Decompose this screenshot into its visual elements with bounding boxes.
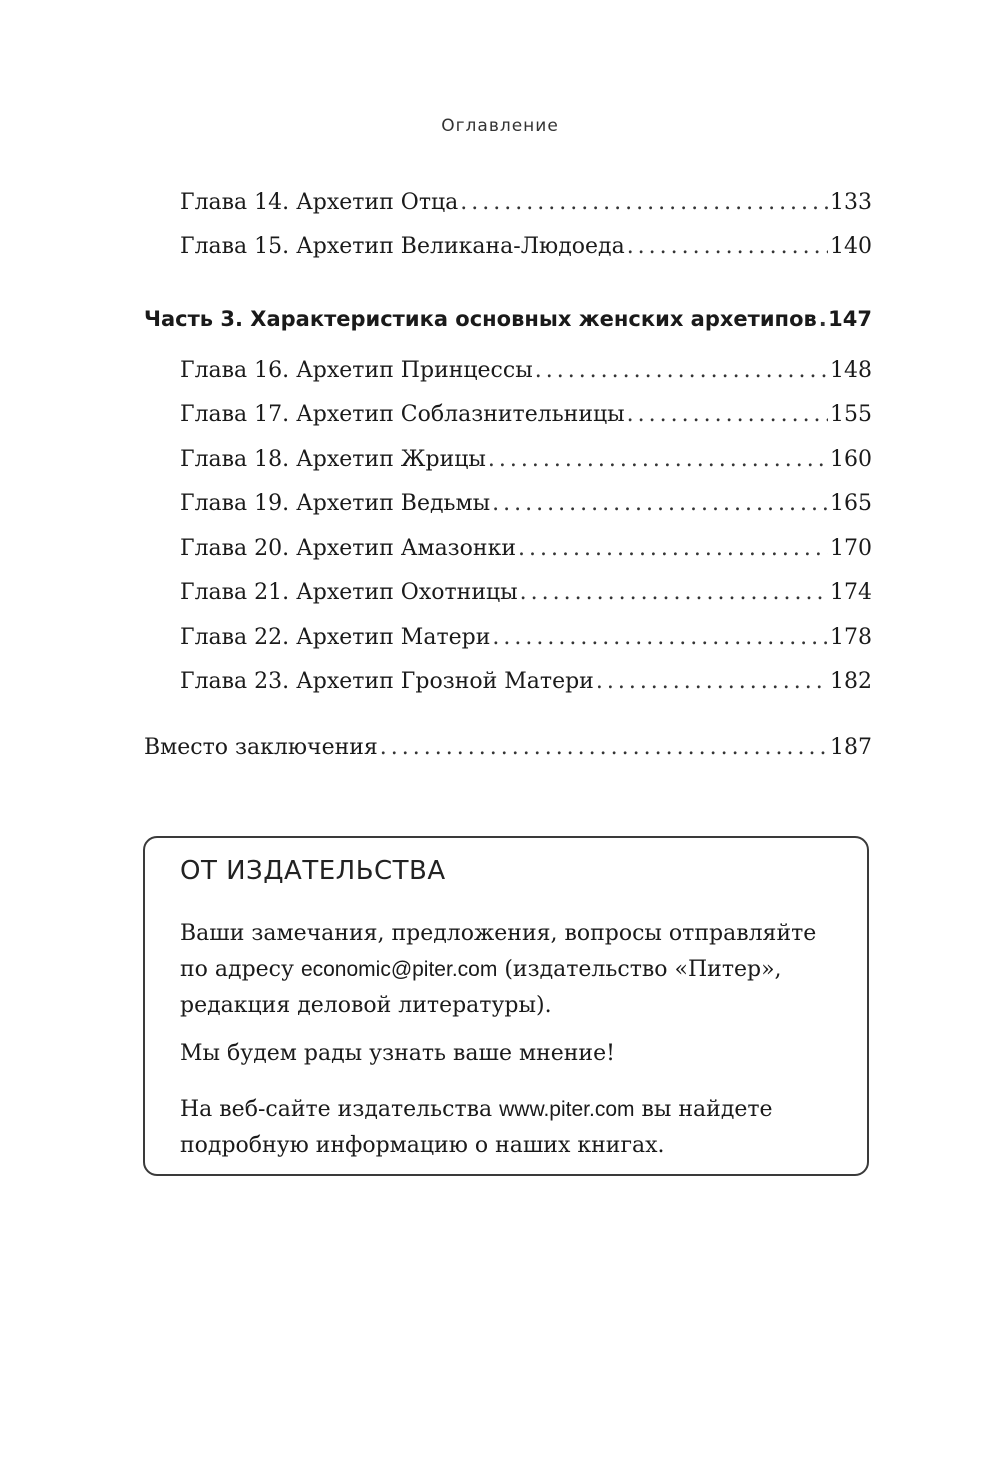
dot-leader [627, 402, 828, 427]
toc-entry-chapter-14[interactable] [180, 190, 872, 215]
toc-entry-page: 147 [828, 307, 872, 331]
toc-entry-chapter-22[interactable] [180, 625, 872, 650]
toc-entry-page: 155 [830, 402, 872, 427]
paragraph-text: вы найдете подробную информацию о наших книгах. [180, 1097, 773, 1158]
dot-leader [492, 625, 828, 650]
toc-entry-page: 174 [830, 580, 872, 605]
toc-entry-chapter-21[interactable] [180, 580, 872, 605]
publisher-website-link[interactable]: www.piter.com [499, 1098, 635, 1121]
toc-entry-chapter-19[interactable] [180, 491, 872, 516]
toc-entry-chapter-16[interactable] [180, 358, 872, 383]
dot-leader [380, 735, 828, 760]
toc-entry-page: 133 [830, 190, 872, 215]
paragraph-text: Ваши замечания, предложения, вопросы отправляйте по адресу [180, 921, 817, 982]
toc-entry-conclusion[interactable] [144, 735, 872, 760]
toc-entry-label: Глава 17. Архетип Соблазнительницы [180, 402, 625, 427]
dot-leader [518, 536, 828, 561]
toc-entry-page: 170 [830, 536, 872, 561]
publisher-note-paragraph-2: Мы будем рады узнать ваше мнение! [180, 1041, 615, 1066]
toc-entry-label: Часть 3. Характеристика основных женских архетипов [144, 307, 817, 331]
toc-entry-label: Глава 20. Архетип Амазонки [180, 536, 517, 561]
publisher-note-title: ОТ ИЗДАТЕЛЬСТВА [180, 856, 446, 886]
dot-leader [492, 491, 828, 516]
publisher-email-link[interactable]: economic@piter.com [300, 958, 498, 981]
toc-entry-label: Глава 23. Архетип Грозной Матери [180, 669, 594, 694]
toc-entry-label: Глава 14. Архетип Отца [180, 190, 459, 215]
paragraph-text: На веб-сайте издательства [180, 1097, 500, 1122]
toc-entry-chapter-17[interactable] [180, 402, 872, 427]
toc-entry-part-3[interactable] [144, 307, 872, 331]
toc-entry-chapter-15[interactable] [180, 234, 872, 259]
toc-entry-page: 148 [830, 358, 872, 383]
toc-entry-label: Глава 21. Архетип Охотницы [180, 580, 518, 605]
dot-leader [627, 234, 828, 259]
dot-leader [520, 580, 828, 605]
toc-entry-chapter-23[interactable] [180, 669, 872, 694]
toc-entry-label: Глава 16. Архетип Принцессы [180, 358, 533, 383]
dot-leader [460, 190, 828, 215]
toc-entry-page: 160 [830, 447, 872, 472]
toc-entry-label: Глава 19. Архетип Ведьмы [180, 491, 491, 516]
dot-leader [819, 307, 826, 331]
paragraph-text: (издательство «Питер», редакция деловой литературы). [180, 957, 782, 1018]
toc-entry-page: 140 [830, 234, 872, 259]
toc-entry-page: 182 [830, 669, 872, 694]
toc-entry-page: 165 [830, 491, 872, 516]
toc-entry-page: 187 [830, 735, 872, 760]
toc-entry-label: Глава 18. Архетип Жрицы [180, 447, 486, 472]
publisher-note-paragraph-3 [180, 1092, 840, 1164]
publisher-note-paragraph-1 [180, 916, 840, 1024]
publisher-note-box [143, 836, 869, 1176]
toc-entry-label: Вместо заключения [144, 735, 378, 760]
toc-entry-page: 178 [830, 625, 872, 650]
toc-entry-label: Глава 22. Архетип Матери [180, 625, 491, 650]
dot-leader [535, 358, 828, 383]
running-head: Оглавление [441, 116, 559, 136]
toc-entry-label: Глава 15. Архетип Великана-Людоеда [180, 234, 625, 259]
dot-leader [596, 669, 828, 694]
toc-entry-chapter-20[interactable] [180, 536, 872, 561]
dot-leader [488, 447, 828, 472]
toc-entry-chapter-18[interactable] [180, 447, 872, 472]
